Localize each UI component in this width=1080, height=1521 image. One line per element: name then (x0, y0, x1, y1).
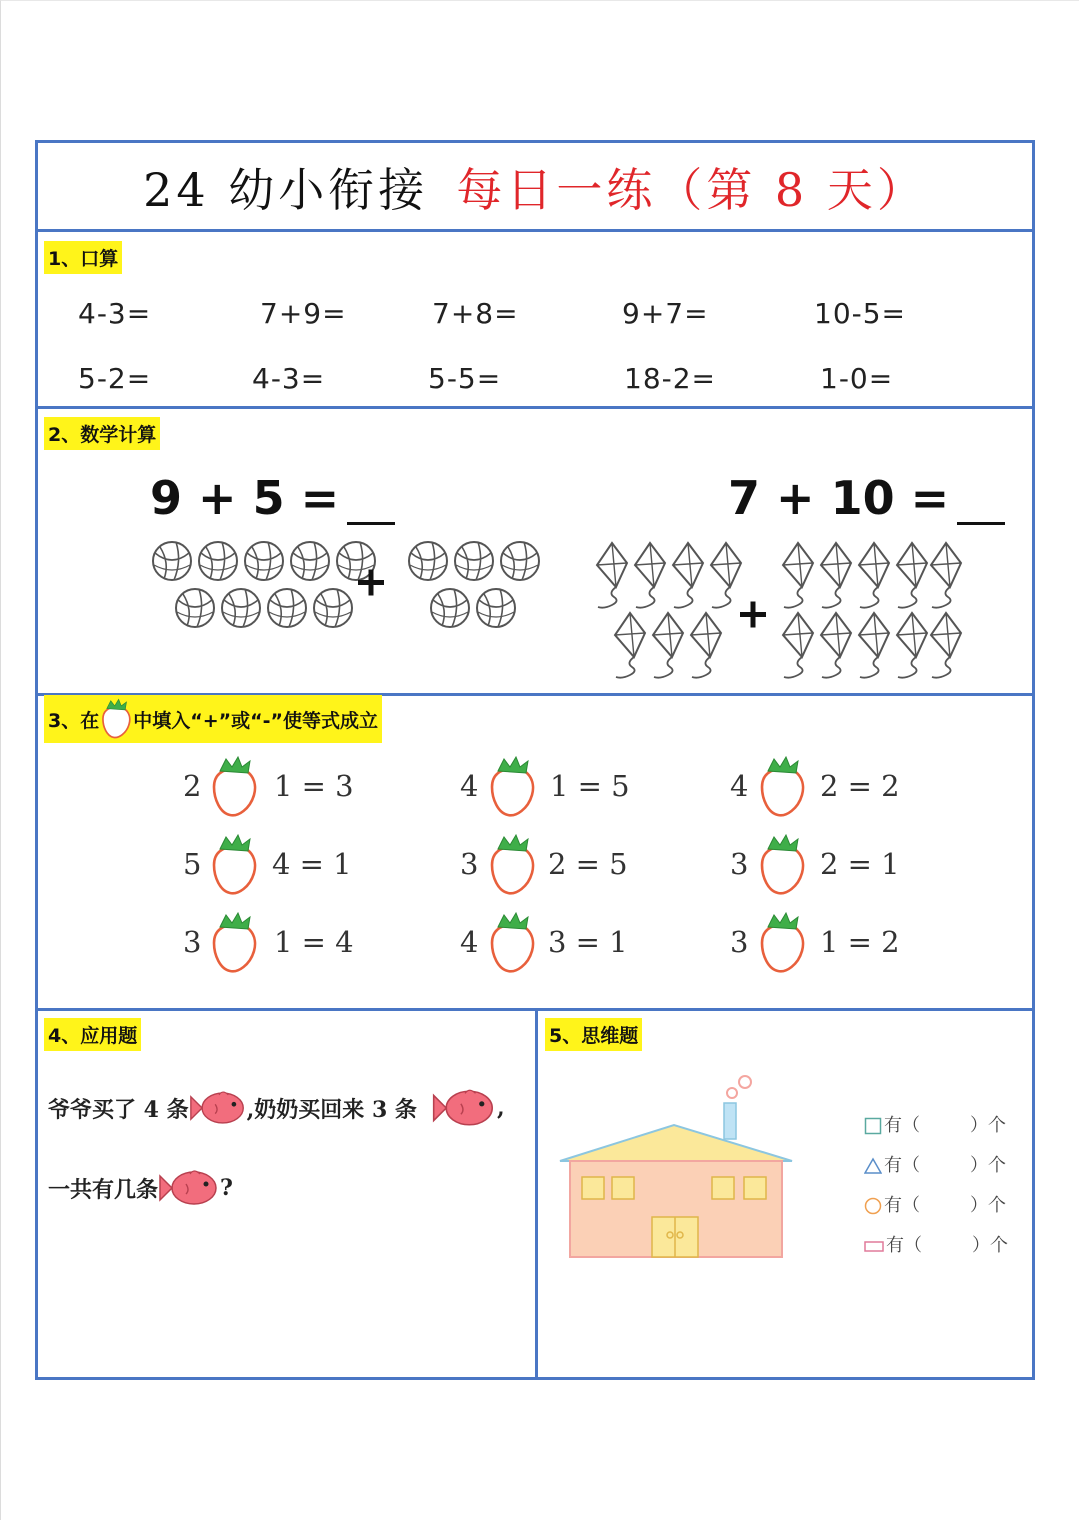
equation-right (728, 471, 1005, 525)
square-icon (864, 1117, 882, 1135)
section5-label: 5、思维题 (545, 1018, 642, 1051)
rectangle-icon (864, 1237, 884, 1255)
legend-text: 有（ (884, 1155, 920, 1176)
ball-icon (222, 589, 260, 627)
section1-label: 1、口算 (44, 241, 122, 274)
triangle-icon (864, 1157, 882, 1175)
circle-icon (864, 1197, 882, 1215)
legend-text: 有（ (886, 1235, 922, 1256)
word-problem-text: 爷爷买了 4 条 (48, 1096, 189, 1123)
fill-equation-rest: 2 = 2 (820, 769, 900, 803)
kite-group-b (783, 543, 961, 678)
kite-icon (783, 543, 813, 608)
legend-text: 有（ (884, 1115, 920, 1136)
kite-icon (597, 543, 627, 608)
strawberry-blank[interactable] (208, 833, 260, 897)
ball-icon (409, 542, 447, 580)
answer-blank (957, 486, 1005, 525)
legend-row-triangle (864, 1151, 1006, 1177)
ball-icon (268, 589, 306, 627)
fill-number: 4 (460, 769, 479, 803)
ball-group-b (409, 542, 539, 627)
fill-equation-rest: 1 = 5 (550, 769, 630, 803)
fill-number: 4 (730, 769, 749, 803)
fish-icon (189, 1085, 247, 1131)
title-prefix: 24 幼小衔接 (143, 163, 429, 217)
ball-icon (455, 542, 493, 580)
legend-text: 有（ (884, 1195, 920, 1216)
oral-calc-item: 9+7= (622, 297, 709, 330)
kite-icon (859, 613, 889, 678)
oral-calc-item: 18-2= (624, 362, 717, 395)
word-problem-line2 (48, 1163, 233, 1213)
fill-equation-rest: 1 = 2 (820, 925, 900, 959)
section2-label: 2、数学计算 (44, 417, 160, 450)
strawberry-blank[interactable] (756, 833, 808, 897)
legend-row-rectangle (864, 1231, 1008, 1257)
answer-blank (347, 486, 395, 525)
strawberry-blank[interactable] (486, 755, 538, 819)
fill-number: 5 (183, 847, 202, 881)
kite-icon (897, 543, 927, 608)
word-problem-line1 (48, 1085, 505, 1131)
fish-icon (158, 1163, 220, 1213)
word-problem-text: , (496, 1095, 505, 1121)
oral-calc-item: 1-0= (820, 362, 894, 395)
kites-illustration (588, 535, 968, 695)
kite-icon (897, 613, 927, 678)
kite-icon (691, 613, 721, 678)
plus-icon (740, 602, 766, 628)
fill-equation-rest: 4 = 1 (272, 847, 352, 881)
oral-calc-item: 4-3= (78, 297, 152, 330)
fill-number: 3 (730, 847, 749, 881)
ball-icon (291, 542, 329, 580)
ball-icon (153, 542, 191, 580)
kite-icon (821, 613, 851, 678)
word-problem-text: 一共有几条 (48, 1176, 159, 1203)
fill-number: 3 (460, 847, 479, 881)
strawberry-blank[interactable] (756, 911, 808, 975)
strawberry-blank[interactable] (486, 911, 538, 975)
column-divider (535, 1008, 538, 1380)
kite-icon (615, 613, 645, 678)
section4-label: 4、应用题 (44, 1018, 141, 1051)
fill-number: 3 (183, 925, 202, 959)
divider (38, 229, 1032, 232)
kite-icon (821, 543, 851, 608)
oral-calc-item: 4-3= (252, 362, 326, 395)
strawberry-blank[interactable] (756, 755, 808, 819)
ball-icon (314, 589, 352, 627)
kite-icon (931, 543, 961, 608)
balls-illustration (143, 531, 543, 631)
kite-icon (711, 543, 741, 608)
legend-tail: ）个 (970, 1115, 1006, 1136)
legend-row-circle (864, 1191, 1006, 1217)
oral-calc-item: 5-2= (78, 362, 152, 395)
word-problem-text: ,奶奶买回来 3 条 (246, 1096, 417, 1123)
kite-icon (859, 543, 889, 608)
equation-right-text: 7 + 10 = (728, 471, 950, 525)
fill-equation-rest: 2 = 5 (548, 847, 628, 881)
kite-group-a (597, 543, 741, 678)
legend-tail: ）个 (970, 1155, 1006, 1176)
kite-icon (635, 543, 665, 608)
kite-icon (653, 613, 683, 678)
section3-label-post: 中填入“+”或“-”使等式成立 (133, 709, 378, 732)
legend-tail: ）个 (972, 1235, 1008, 1256)
house-illustration (556, 1073, 796, 1263)
ball-icon (176, 589, 214, 627)
worksheet-title (38, 143, 1032, 231)
fill-number: 3 (730, 925, 749, 959)
legend-tail: ）个 (970, 1195, 1006, 1216)
ball-icon (245, 542, 283, 580)
ball-icon (477, 589, 515, 627)
fill-equation-rest: 1 = 3 (274, 769, 354, 803)
kite-icon (931, 613, 961, 678)
strawberry-icon (99, 698, 133, 740)
strawberry-blank[interactable] (208, 755, 260, 819)
ball-icon (431, 589, 469, 627)
section3-label-pre: 3、在 (48, 709, 100, 732)
title-main: 每日一练（第 8 天） (456, 163, 927, 217)
oral-calc-item: 7+9= (260, 297, 347, 330)
fish-icon (431, 1085, 497, 1131)
ball-icon (501, 542, 539, 580)
oral-calc-item: 7+8= (432, 297, 519, 330)
oral-calc-item: 5-5= (428, 362, 502, 395)
ball-group-a (153, 542, 375, 627)
word-problem-text: ? (220, 1175, 233, 1201)
divider (38, 406, 1032, 409)
fill-equation-rest: 2 = 1 (820, 847, 900, 881)
kite-icon (783, 613, 813, 678)
fill-equation-rest: 1 = 4 (274, 925, 354, 959)
section3-label (44, 695, 382, 743)
equation-left (150, 471, 395, 525)
fill-number: 2 (183, 769, 202, 803)
kite-icon (673, 543, 703, 608)
strawberry-blank[interactable] (486, 833, 538, 897)
equation-left-text: 9 + 5 = (150, 471, 340, 525)
legend-row-square (864, 1111, 1006, 1137)
ball-icon (199, 542, 237, 580)
oral-calc-item: 10-5= (814, 297, 907, 330)
strawberry-blank[interactable] (208, 911, 260, 975)
fill-equation-rest: 3 = 1 (548, 925, 628, 959)
fill-number: 4 (460, 925, 479, 959)
worksheet (35, 140, 1035, 1380)
